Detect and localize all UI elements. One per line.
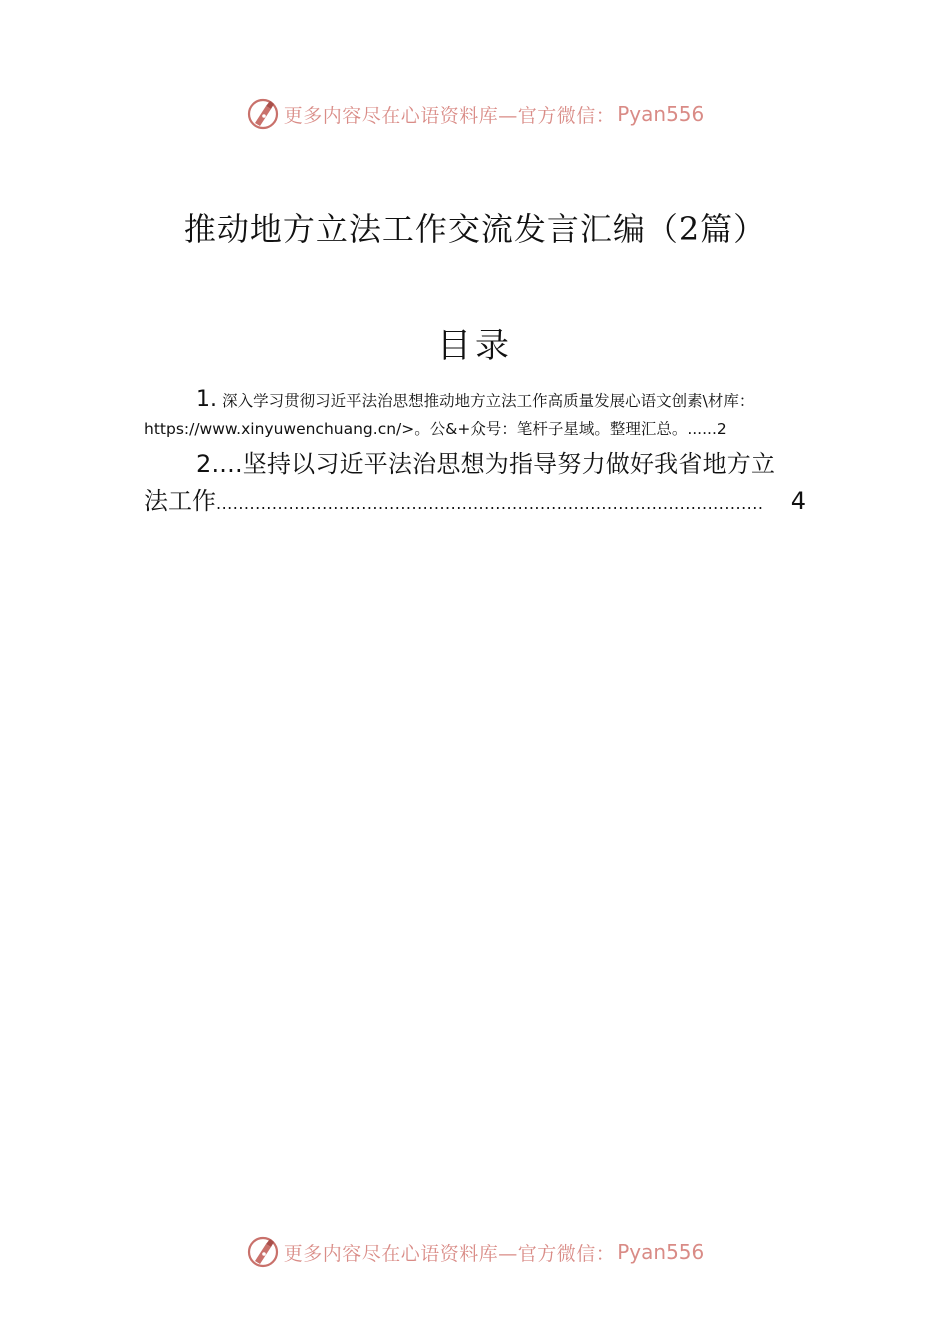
footer-wechat-handle: Pyan556 xyxy=(617,1240,705,1264)
toc-entry-2-line-1: 2....坚持以习近平法治思想为指导努力做好我省地方立 xyxy=(196,450,776,478)
toc-entry-2-page-number: 4 xyxy=(790,487,806,515)
toc-entry-2-line-2 xyxy=(144,482,806,520)
toc-entry-1-title: 深入学习贯彻习近平法治思想推动地方立法工作高质量发展心语文创素\材库： xyxy=(222,392,755,410)
pen-nib-logo-icon xyxy=(246,97,280,131)
toc-entry-1-line-1 xyxy=(144,384,806,416)
toc-entry-1[interactable] xyxy=(144,384,806,442)
banner-wechat-handle: Pyan556 xyxy=(617,102,705,126)
toc-entry-2-title-end: 法工作 xyxy=(144,487,216,515)
footer-banner-text: 更多内容尽在心语资料库—官方微信： xyxy=(283,1242,616,1265)
toc-heading: 目录 xyxy=(437,326,513,366)
header-banner xyxy=(0,94,950,134)
footer-banner xyxy=(0,1232,950,1272)
toc-entry-1-line-2: https://www.xinyuwenchuang.cn/>。公&+众号：笔杆子星域。整理汇总。......2 xyxy=(144,420,727,438)
toc-entry-1-number: 1. xyxy=(196,387,217,412)
pen-nib-logo-icon xyxy=(246,1235,280,1269)
toc-entry-2[interactable] xyxy=(144,446,806,520)
document-title: 推动地方立法工作交流发言汇编（2篇） xyxy=(183,210,767,248)
banner-text: 更多内容尽在心语资料库—官方微信： xyxy=(283,104,616,127)
toc-entry-2-leader-dots: .................................................................................................. xyxy=(216,494,764,513)
